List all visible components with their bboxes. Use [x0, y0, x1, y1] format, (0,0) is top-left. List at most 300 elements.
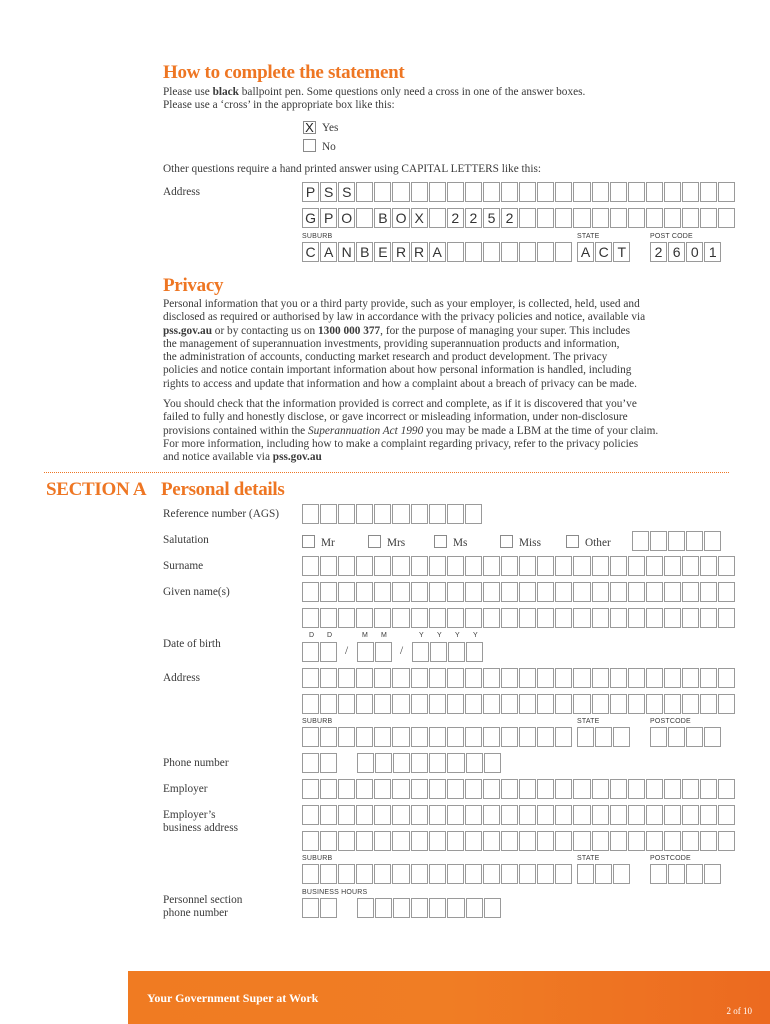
input-box[interactable] [664, 805, 681, 825]
input-box[interactable] [374, 864, 391, 884]
input-box[interactable] [447, 727, 464, 747]
input-box[interactable] [411, 898, 428, 918]
input-box[interactable] [465, 556, 482, 576]
input-box[interactable] [302, 608, 319, 628]
input-box[interactable] [646, 556, 663, 576]
input-box[interactable] [302, 831, 319, 851]
input-box[interactable] [700, 556, 717, 576]
input-box[interactable] [320, 582, 337, 602]
input-box[interactable] [392, 864, 409, 884]
input-box[interactable] [320, 831, 337, 851]
input-box[interactable] [392, 727, 409, 747]
input-box[interactable] [650, 531, 667, 551]
input-box[interactable] [375, 642, 392, 662]
surname-input[interactable] [302, 556, 736, 576]
input-box[interactable] [411, 608, 428, 628]
input-box[interactable] [338, 556, 355, 576]
input-box[interactable] [573, 668, 590, 688]
input-box[interactable] [501, 582, 518, 602]
input-box[interactable] [465, 727, 482, 747]
input-box[interactable] [484, 753, 501, 773]
input-box[interactable] [302, 556, 319, 576]
salutation-other-checkbox[interactable] [566, 535, 579, 548]
input-box[interactable] [682, 779, 699, 799]
input-box[interactable] [501, 831, 518, 851]
input-box[interactable] [465, 504, 482, 524]
input-box[interactable] [573, 608, 590, 628]
input-box[interactable] [302, 864, 319, 884]
dob-month-input[interactable] [357, 642, 393, 662]
input-box[interactable] [447, 668, 464, 688]
salutation-miss-checkbox[interactable] [500, 535, 513, 548]
input-box[interactable] [628, 831, 645, 851]
employer-input[interactable] [302, 779, 736, 799]
input-box[interactable] [338, 831, 355, 851]
input-box[interactable] [466, 642, 483, 662]
input-box[interactable] [465, 831, 482, 851]
input-box[interactable] [573, 779, 590, 799]
input-box[interactable] [613, 864, 630, 884]
input-box[interactable] [302, 779, 319, 799]
input-box[interactable] [628, 668, 645, 688]
input-box[interactable] [519, 805, 536, 825]
input-box[interactable] [664, 556, 681, 576]
input-box[interactable] [573, 805, 590, 825]
input-box[interactable] [483, 556, 500, 576]
input-box[interactable] [577, 864, 594, 884]
input-box[interactable] [632, 531, 649, 551]
input-box[interactable] [356, 504, 373, 524]
input-box[interactable] [519, 556, 536, 576]
input-box[interactable] [357, 898, 374, 918]
input-box[interactable] [555, 779, 572, 799]
input-box[interactable] [356, 556, 373, 576]
input-box[interactable] [357, 753, 374, 773]
input-box[interactable] [411, 864, 428, 884]
input-box[interactable] [320, 753, 337, 773]
input-box[interactable] [356, 668, 373, 688]
input-box[interactable] [430, 642, 447, 662]
input-box[interactable] [537, 694, 554, 714]
input-box[interactable] [412, 642, 429, 662]
input-box[interactable] [392, 779, 409, 799]
phone-number-input[interactable] [357, 753, 502, 773]
input-box[interactable] [646, 805, 663, 825]
input-box[interactable] [501, 608, 518, 628]
input-box[interactable] [411, 582, 428, 602]
input-box[interactable] [592, 831, 609, 851]
input-box[interactable] [374, 727, 391, 747]
input-box[interactable] [447, 753, 464, 773]
input-box[interactable] [302, 582, 319, 602]
input-box[interactable] [555, 608, 572, 628]
input-box[interactable] [356, 779, 373, 799]
input-box[interactable] [610, 779, 627, 799]
input-box[interactable] [537, 727, 554, 747]
input-box[interactable] [592, 694, 609, 714]
input-box[interactable] [356, 608, 373, 628]
input-box[interactable] [628, 779, 645, 799]
input-box[interactable] [646, 779, 663, 799]
input-box[interactable] [592, 805, 609, 825]
input-box[interactable] [519, 694, 536, 714]
input-box[interactable] [537, 779, 554, 799]
input-box[interactable] [501, 805, 518, 825]
input-box[interactable] [700, 779, 717, 799]
input-box[interactable] [610, 582, 627, 602]
input-box[interactable] [483, 582, 500, 602]
input-box[interactable] [519, 608, 536, 628]
input-box[interactable] [356, 831, 373, 851]
input-box[interactable] [392, 805, 409, 825]
input-box[interactable] [483, 779, 500, 799]
input-box[interactable] [320, 898, 337, 918]
input-box[interactable] [646, 582, 663, 602]
input-box[interactable] [447, 779, 464, 799]
input-box[interactable] [537, 864, 554, 884]
input-box[interactable] [411, 753, 428, 773]
input-box[interactable] [650, 864, 667, 884]
input-box[interactable] [704, 531, 721, 551]
employer-postcode-input[interactable] [650, 864, 722, 884]
input-box[interactable] [483, 831, 500, 851]
input-box[interactable] [646, 831, 663, 851]
input-box[interactable] [700, 694, 717, 714]
given-names-input-1[interactable] [302, 582, 736, 602]
input-box[interactable] [555, 582, 572, 602]
input-box[interactable] [320, 668, 337, 688]
input-box[interactable] [465, 582, 482, 602]
input-box[interactable] [682, 668, 699, 688]
input-box[interactable] [592, 582, 609, 602]
input-box[interactable] [592, 608, 609, 628]
input-box[interactable] [501, 727, 518, 747]
phone-area-input[interactable] [302, 753, 338, 773]
input-box[interactable] [537, 831, 554, 851]
input-box[interactable] [686, 864, 703, 884]
input-box[interactable] [338, 608, 355, 628]
input-box[interactable] [411, 831, 428, 851]
employer-address-input-1[interactable] [302, 805, 736, 825]
input-box[interactable] [465, 668, 482, 688]
input-box[interactable] [555, 727, 572, 747]
input-box[interactable] [519, 831, 536, 851]
example-yes-checkbox[interactable]: X [303, 121, 316, 134]
input-box[interactable] [447, 582, 464, 602]
input-box[interactable] [392, 504, 409, 524]
input-box[interactable] [595, 727, 612, 747]
input-box[interactable] [429, 608, 446, 628]
input-box[interactable] [465, 805, 482, 825]
input-box[interactable] [302, 727, 319, 747]
input-box[interactable] [519, 668, 536, 688]
input-box[interactable] [501, 668, 518, 688]
input-box[interactable] [302, 694, 319, 714]
input-box[interactable] [429, 694, 446, 714]
input-box[interactable] [628, 694, 645, 714]
input-box[interactable] [484, 898, 501, 918]
input-box[interactable] [447, 805, 464, 825]
employer-state-input[interactable] [577, 864, 631, 884]
input-box[interactable] [429, 779, 446, 799]
input-box[interactable] [338, 582, 355, 602]
input-box[interactable] [375, 898, 392, 918]
input-box[interactable] [718, 805, 735, 825]
input-box[interactable] [483, 805, 500, 825]
input-box[interactable] [429, 831, 446, 851]
dob-year-input[interactable] [412, 642, 484, 662]
input-box[interactable] [573, 556, 590, 576]
input-box[interactable] [302, 668, 319, 688]
input-box[interactable] [411, 504, 428, 524]
input-box[interactable] [338, 694, 355, 714]
input-box[interactable] [483, 608, 500, 628]
input-box[interactable] [374, 582, 391, 602]
input-box[interactable] [429, 753, 446, 773]
input-box[interactable] [519, 582, 536, 602]
address-state-input[interactable] [577, 727, 631, 747]
input-box[interactable] [302, 805, 319, 825]
input-box[interactable] [610, 668, 627, 688]
input-box[interactable] [718, 556, 735, 576]
input-box[interactable] [555, 556, 572, 576]
input-box[interactable] [411, 779, 428, 799]
input-box[interactable] [429, 582, 446, 602]
input-box[interactable] [610, 831, 627, 851]
input-box[interactable] [555, 694, 572, 714]
input-box[interactable] [429, 556, 446, 576]
input-box[interactable] [519, 779, 536, 799]
input-box[interactable] [704, 864, 721, 884]
input-box[interactable] [338, 805, 355, 825]
input-box[interactable] [356, 582, 373, 602]
input-box[interactable] [338, 668, 355, 688]
input-box[interactable] [447, 898, 464, 918]
input-box[interactable] [466, 753, 483, 773]
input-box[interactable] [392, 831, 409, 851]
input-box[interactable] [718, 779, 735, 799]
input-box[interactable] [338, 864, 355, 884]
input-box[interactable] [700, 668, 717, 688]
address-suburb-input[interactable] [302, 727, 573, 747]
input-box[interactable] [555, 805, 572, 825]
input-box[interactable] [537, 805, 554, 825]
input-box[interactable] [483, 694, 500, 714]
input-box[interactable] [501, 556, 518, 576]
input-box[interactable] [646, 668, 663, 688]
input-box[interactable] [429, 898, 446, 918]
input-box[interactable] [646, 608, 663, 628]
privacy-link-2[interactable]: pss.gov.au [272, 451, 322, 464]
input-box[interactable] [537, 556, 554, 576]
input-box[interactable] [447, 864, 464, 884]
input-box[interactable] [429, 727, 446, 747]
input-box[interactable] [555, 831, 572, 851]
input-box[interactable] [320, 727, 337, 747]
input-box[interactable] [320, 805, 337, 825]
employer-suburb-input[interactable] [302, 864, 573, 884]
input-box[interactable] [664, 831, 681, 851]
salutation-mrs-checkbox[interactable] [368, 535, 381, 548]
input-box[interactable] [392, 694, 409, 714]
input-box[interactable] [577, 727, 594, 747]
input-box[interactable] [682, 805, 699, 825]
personnel-phone-number-input[interactable] [357, 898, 502, 918]
input-box[interactable] [447, 608, 464, 628]
input-box[interactable] [302, 642, 319, 662]
address-postcode-input[interactable] [650, 727, 722, 747]
salutation-other-input[interactable] [632, 531, 722, 551]
input-box[interactable] [302, 504, 319, 524]
input-box[interactable] [592, 779, 609, 799]
input-box[interactable] [320, 608, 337, 628]
personnel-phone-area-input[interactable] [302, 898, 338, 918]
input-box[interactable] [668, 864, 685, 884]
input-box[interactable] [356, 805, 373, 825]
input-box[interactable] [465, 608, 482, 628]
input-box[interactable] [555, 668, 572, 688]
input-box[interactable] [483, 727, 500, 747]
salutation-mr-checkbox[interactable] [302, 535, 315, 548]
input-box[interactable] [429, 504, 446, 524]
input-box[interactable] [338, 727, 355, 747]
input-box[interactable] [356, 864, 373, 884]
input-box[interactable] [320, 642, 337, 662]
input-box[interactable] [718, 608, 735, 628]
input-box[interactable] [682, 831, 699, 851]
input-box[interactable] [664, 668, 681, 688]
input-box[interactable] [356, 694, 373, 714]
input-box[interactable] [555, 864, 572, 884]
input-box[interactable] [392, 556, 409, 576]
input-box[interactable] [700, 608, 717, 628]
input-box[interactable] [320, 694, 337, 714]
input-box[interactable] [374, 556, 391, 576]
input-box[interactable] [628, 608, 645, 628]
input-box[interactable] [320, 556, 337, 576]
input-box[interactable] [686, 531, 703, 551]
input-box[interactable] [393, 898, 410, 918]
input-box[interactable] [718, 831, 735, 851]
input-box[interactable] [668, 727, 685, 747]
input-box[interactable] [374, 608, 391, 628]
input-box[interactable] [519, 727, 536, 747]
input-box[interactable] [448, 642, 465, 662]
input-box[interactable] [302, 898, 319, 918]
input-box[interactable] [320, 864, 337, 884]
example-no-checkbox[interactable] [303, 139, 316, 152]
input-box[interactable] [466, 898, 483, 918]
input-box[interactable] [700, 582, 717, 602]
input-box[interactable] [573, 582, 590, 602]
address-input-2[interactable] [302, 694, 736, 714]
input-box[interactable] [573, 694, 590, 714]
input-box[interactable] [375, 753, 392, 773]
input-box[interactable] [374, 805, 391, 825]
input-box[interactable] [357, 642, 374, 662]
input-box[interactable] [483, 864, 500, 884]
input-box[interactable] [483, 668, 500, 688]
input-box[interactable] [374, 504, 391, 524]
input-box[interactable] [356, 727, 373, 747]
input-box[interactable] [338, 779, 355, 799]
input-box[interactable] [718, 582, 735, 602]
input-box[interactable] [501, 779, 518, 799]
input-box[interactable] [465, 864, 482, 884]
input-box[interactable] [704, 727, 721, 747]
input-box[interactable] [682, 608, 699, 628]
input-box[interactable] [447, 556, 464, 576]
input-box[interactable] [610, 694, 627, 714]
input-box[interactable] [465, 694, 482, 714]
input-box[interactable] [338, 504, 355, 524]
input-box[interactable] [682, 582, 699, 602]
input-box[interactable] [610, 805, 627, 825]
input-box[interactable] [664, 694, 681, 714]
input-box[interactable] [374, 831, 391, 851]
input-box[interactable] [682, 694, 699, 714]
input-box[interactable] [411, 556, 428, 576]
given-names-input-2[interactable] [302, 608, 736, 628]
input-box[interactable] [537, 668, 554, 688]
input-box[interactable] [447, 831, 464, 851]
salutation-ms-checkbox[interactable] [434, 535, 447, 548]
input-box[interactable] [393, 753, 410, 773]
input-box[interactable] [302, 753, 319, 773]
input-box[interactable] [646, 694, 663, 714]
input-box[interactable] [573, 831, 590, 851]
input-box[interactable] [700, 831, 717, 851]
input-box[interactable] [718, 694, 735, 714]
input-box[interactable] [411, 694, 428, 714]
input-box[interactable] [610, 608, 627, 628]
input-box[interactable] [664, 779, 681, 799]
input-box[interactable] [682, 556, 699, 576]
input-box[interactable] [447, 504, 464, 524]
input-box[interactable] [392, 608, 409, 628]
input-box[interactable] [613, 727, 630, 747]
input-box[interactable] [429, 864, 446, 884]
input-box[interactable] [592, 668, 609, 688]
input-box[interactable] [628, 805, 645, 825]
input-box[interactable] [595, 864, 612, 884]
input-box[interactable] [392, 582, 409, 602]
input-box[interactable] [610, 556, 627, 576]
input-box[interactable] [411, 805, 428, 825]
input-box[interactable] [392, 668, 409, 688]
employer-address-input-2[interactable] [302, 831, 736, 851]
input-box[interactable] [537, 608, 554, 628]
input-box[interactable] [429, 805, 446, 825]
input-box[interactable] [537, 582, 554, 602]
input-box[interactable] [519, 864, 536, 884]
input-box[interactable] [718, 668, 735, 688]
reference-input[interactable] [302, 504, 483, 524]
address-input-1[interactable] [302, 668, 736, 688]
input-box[interactable] [501, 864, 518, 884]
input-box[interactable] [320, 779, 337, 799]
input-box[interactable] [664, 608, 681, 628]
input-box[interactable] [374, 694, 391, 714]
input-box[interactable] [650, 727, 667, 747]
input-box[interactable] [429, 668, 446, 688]
privacy-link[interactable]: pss.gov.au [163, 324, 212, 337]
input-box[interactable] [668, 531, 685, 551]
input-box[interactable] [628, 556, 645, 576]
input-box[interactable] [374, 779, 391, 799]
dob-day-input[interactable] [302, 642, 338, 662]
input-box[interactable] [628, 582, 645, 602]
